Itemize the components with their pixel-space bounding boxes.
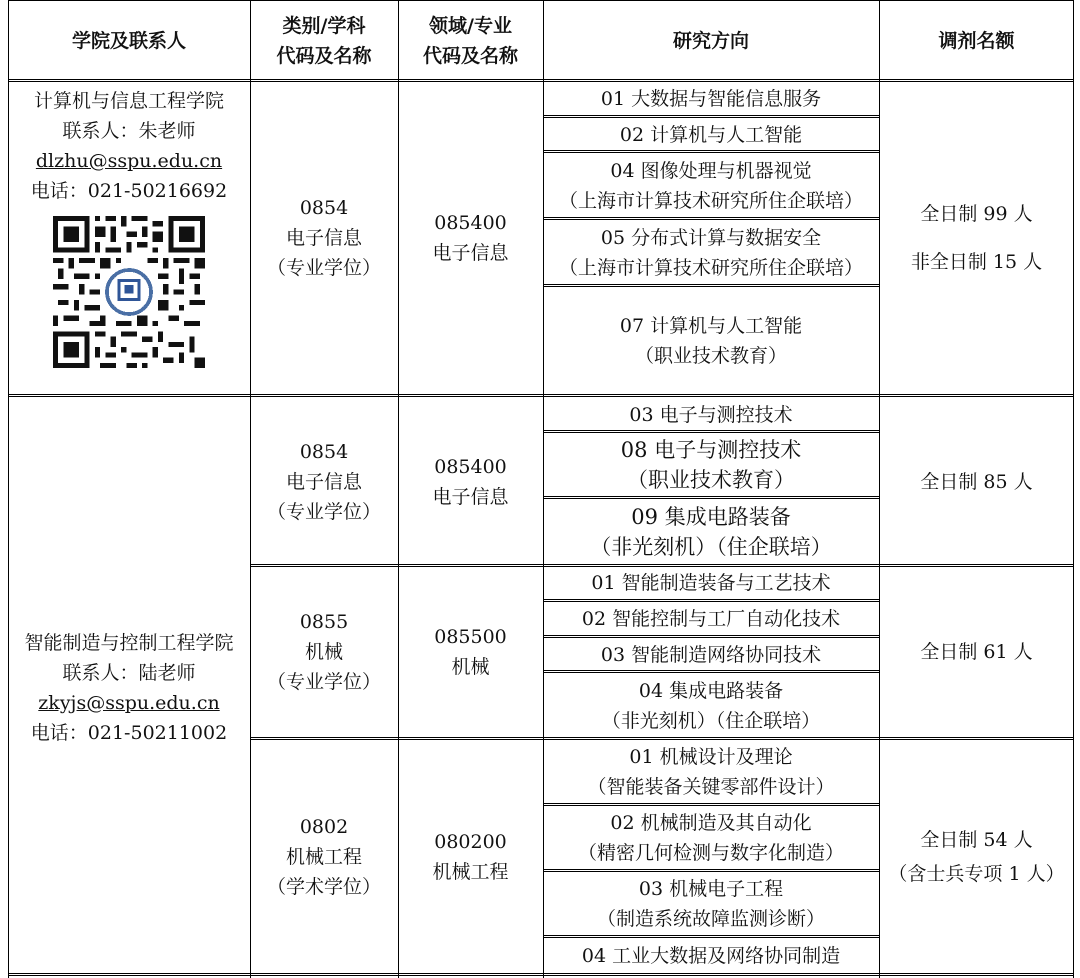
- direction-cell: [543, 638, 879, 671]
- direction-title: 04 集成电路装备: [638, 679, 784, 702]
- direction-note: （职业技术教育）: [627, 468, 795, 492]
- direction-cell: [543, 806, 879, 870]
- table-border: [8, 0, 9, 978]
- row-divider: [543, 430, 879, 433]
- header-direction-label: 研究方向: [672, 29, 749, 52]
- category-name: 电子信息: [285, 227, 362, 249]
- field-name: 电子信息: [432, 485, 509, 508]
- group2-quota: [879, 566, 1074, 738]
- row-divider: [543, 496, 879, 499]
- row-divider: [543, 935, 879, 938]
- field-name: 机械工程: [432, 860, 509, 883]
- header-category: [250, 0, 398, 81]
- direction-title: 03 智能制造网络协同技术: [600, 643, 822, 666]
- table-border: [1073, 0, 1074, 978]
- field-code: 085400: [434, 455, 507, 478]
- column-divider: [543, 0, 544, 978]
- group-divider: [250, 737, 1074, 740]
- college1-quota: [879, 81, 1074, 395]
- header-college: [8, 0, 250, 81]
- row-divider: [543, 869, 879, 872]
- row-divider: [543, 803, 879, 806]
- college2-contact: 联系人：陆老师: [62, 662, 196, 684]
- direction-cell: [543, 566, 879, 600]
- college1-phone: 电话：021-50216692: [30, 180, 228, 202]
- direction-note: （职业技术教育）: [634, 344, 787, 367]
- group2-category: [250, 566, 398, 738]
- header-quota-label: 调剂名额: [938, 29, 1015, 52]
- row-divider: [543, 670, 879, 673]
- category-type: （学术学位）: [266, 875, 381, 898]
- category-name: 电子信息: [285, 470, 362, 493]
- direction-title: 01 机械设计及理论: [629, 745, 793, 768]
- category-name: 机械工程: [285, 845, 362, 868]
- group3-quota: [879, 739, 1074, 974]
- header-quota: [879, 0, 1074, 81]
- field-code: 080200: [434, 830, 507, 853]
- row-divider: [543, 599, 879, 602]
- direction-cell: [543, 152, 879, 219]
- college1-field: [398, 81, 543, 395]
- direction-title: 02 智能控制与工厂自动化技术: [581, 608, 841, 630]
- header-category-line2: 代码及名称: [276, 44, 372, 67]
- quota-fulltime: 全日制 85 人: [920, 470, 1033, 493]
- direction-note: （智能装备关键零部件设计）: [587, 775, 835, 798]
- direction-cell: [543, 739, 879, 804]
- quota-fulltime: 全日制 54 人: [920, 828, 1033, 851]
- table-border: [8, 973, 1074, 976]
- direction-cell: [543, 938, 879, 974]
- direction-cell: [543, 673, 879, 738]
- direction-cell: [543, 398, 879, 431]
- group1-field: [398, 398, 543, 565]
- row-divider: [543, 217, 879, 220]
- direction-title: 01 智能制造装备与工艺技术: [591, 572, 831, 594]
- quota-parttime: 非全日制 15 人: [910, 251, 1043, 273]
- group1-quota: [879, 398, 1074, 565]
- college1-email-link[interactable]: dlzhu@sspu.edu.cn: [35, 150, 223, 172]
- direction-note: （制造系统故障监测诊断）: [596, 908, 825, 930]
- direction-title: 05 分布式计算与数据安全: [600, 226, 822, 249]
- group3-category: [250, 739, 398, 974]
- college2-email-link[interactable]: zkyjs@sspu.edu.cn: [38, 692, 220, 714]
- header-field: [398, 0, 543, 81]
- field-code: 085500: [434, 626, 507, 648]
- category-type: （专业学位）: [266, 257, 381, 279]
- field-name: 电子信息: [432, 242, 509, 264]
- header-category-line1: 类别/学科: [282, 14, 366, 37]
- direction-cell: [543, 81, 879, 117]
- direction-title: 04 工业大数据及网络协同制造: [581, 945, 841, 967]
- direction-cell: [543, 602, 879, 636]
- direction-title: 07 计算机与人工智能: [619, 314, 803, 337]
- group1-category: [250, 398, 398, 565]
- direction-cell: [543, 117, 879, 152]
- category-code: 0854: [299, 440, 349, 463]
- category-name: 机械: [304, 641, 343, 663]
- category-code: 0855: [299, 611, 349, 633]
- college1-name: 计算机与信息工程学院: [33, 90, 224, 112]
- college2-info: [8, 398, 250, 978]
- direction-note: （上海市计算技术研究所住企联培）: [558, 189, 863, 212]
- college-divider: [8, 394, 1074, 397]
- column-divider: [250, 0, 251, 978]
- direction-title: 01 大数据与智能信息服务: [600, 88, 822, 110]
- direction-cell: [543, 286, 879, 395]
- direction-cell: [543, 872, 879, 936]
- category-code: 0802: [299, 815, 349, 838]
- header-field-line1: 领域/专业: [429, 14, 512, 37]
- group2-field: [398, 566, 543, 738]
- direction-note: （精密几何检测与数字化制造）: [577, 842, 844, 864]
- college1-info: [8, 81, 250, 395]
- qr-code-icon: [53, 216, 205, 368]
- quota-fulltime: 全日制 61 人: [920, 641, 1033, 663]
- row-divider: [543, 635, 879, 638]
- header-college-label: 学院及联系人: [71, 29, 186, 52]
- category-type: （专业学位）: [266, 671, 381, 693]
- group-divider: [250, 564, 1074, 567]
- header-direction: [543, 0, 879, 81]
- college2-name: 智能制造与控制工程学院: [24, 632, 234, 654]
- quota-note: （含士兵专项 1 人）: [888, 862, 1065, 885]
- direction-cell: [543, 433, 879, 497]
- admissions-table: [8, 0, 1074, 978]
- direction-note: （非光刻机）（住企联培）: [601, 709, 821, 732]
- direction-title: 03 机械电子工程: [638, 878, 784, 900]
- row-divider: [543, 284, 879, 287]
- direction-title: 09 集成电路装备: [631, 505, 791, 529]
- direction-cell: [543, 219, 879, 286]
- row-divider: [543, 115, 879, 118]
- category-code: 0854: [299, 197, 349, 219]
- header-divider: [8, 79, 1074, 82]
- field-code: 085400: [434, 212, 507, 234]
- college1-category: [250, 81, 398, 395]
- category-type: （专业学位）: [266, 500, 381, 523]
- column-divider: [398, 0, 399, 978]
- group3-field: [398, 739, 543, 974]
- column-divider: [879, 0, 880, 978]
- direction-title: 02 计算机与人工智能: [619, 123, 803, 146]
- row-divider: [543, 150, 879, 153]
- college2-phone: 电话：021-50211002: [30, 722, 228, 744]
- table-border: [8, 0, 1074, 1]
- quota-fulltime: 全日制 99 人: [920, 203, 1033, 225]
- direction-cell: [543, 499, 879, 565]
- field-name: 机械: [451, 656, 490, 678]
- header-field-line2: 代码及名称: [422, 44, 518, 67]
- direction-title: 08 电子与测控技术: [620, 438, 802, 462]
- direction-note: （上海市计算技术研究所住企联培）: [558, 256, 863, 279]
- college1-contact: 联系人：朱老师: [62, 120, 196, 142]
- direction-title: 02 机械制造及其自动化: [610, 812, 812, 834]
- direction-note: （非光刻机）（住企联培）: [590, 535, 832, 559]
- direction-title: 03 电子与测控技术: [629, 403, 793, 426]
- direction-title: 04 图像处理与机器视觉: [610, 159, 812, 182]
